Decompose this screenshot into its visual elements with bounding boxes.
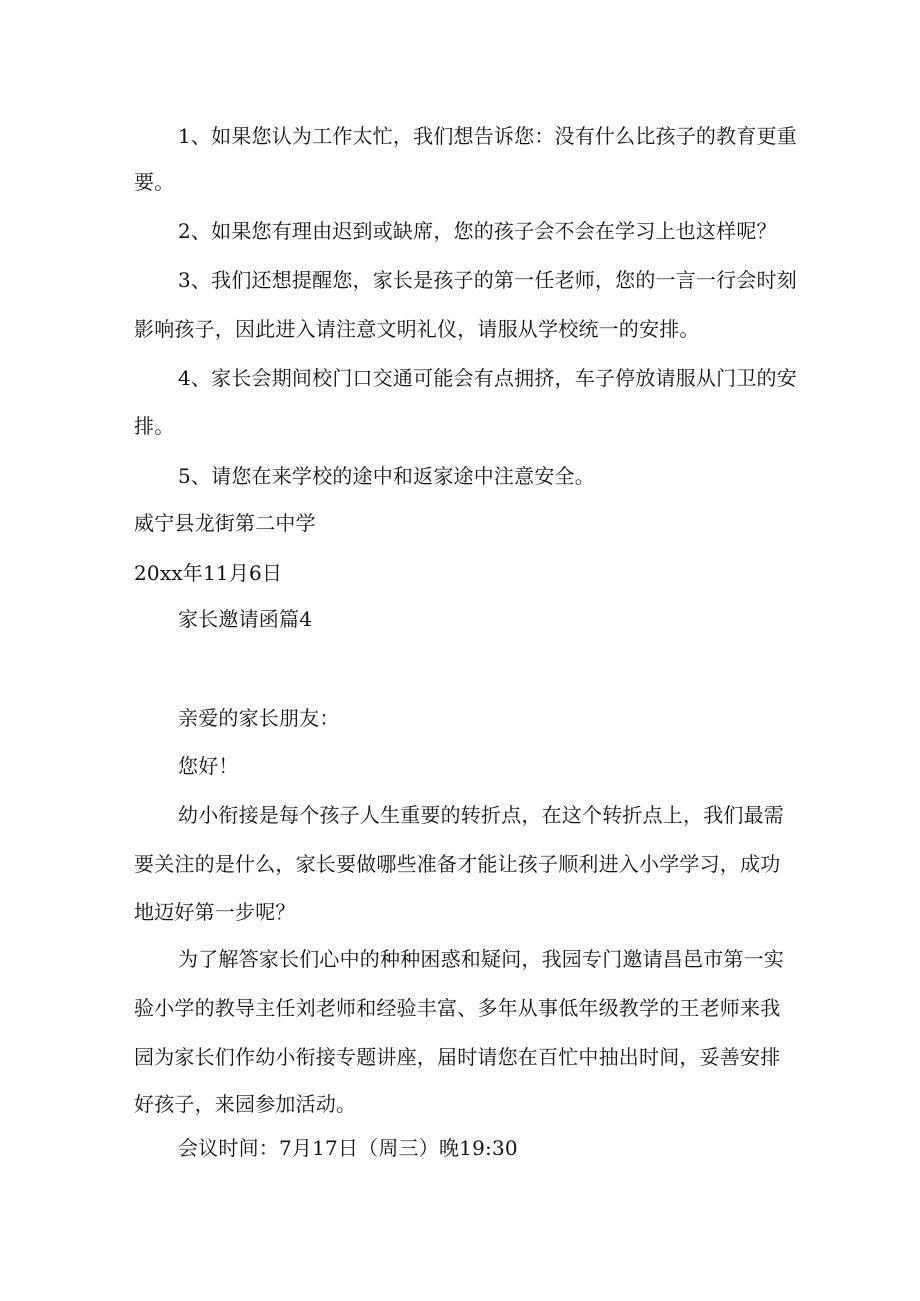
item-2: 2、如果您有理由迟到或缺席，您的孩子会不会在学习上也这样呢？	[178, 219, 777, 243]
para1-line-2: 要关注的是什么，家长要做哪些准备才能让孩子顺利进入小学学习，成功	[134, 852, 781, 876]
para2-line-3: 园为家长们作幼小衔接专题讲座，届时请您在百忙中抽出时间，妥善安排	[134, 1045, 781, 1069]
para2-line-1: 为了解答家长们心中的种种困惑和疑问，我园专门邀请昌邑市第一实	[178, 947, 784, 971]
item-4-line-2: 排。	[134, 414, 175, 438]
item-1-line-1: 1、如果您认为工作太忙，我们想告诉您：没有什么比孩子的教育更重	[178, 124, 797, 148]
meeting-time: 会议时间：7月17日（周三）晚19:30	[178, 1136, 518, 1160]
item-3-line-1: 3、我们还想提醒您，家长是孩子的第一任老师，您的一言一行会时刻	[178, 268, 797, 292]
item-3-line-2: 影响孩子，因此进入请注意文明礼仪，请服从学校统一的安排。	[134, 317, 700, 341]
section-title: 家长邀请函篇4	[178, 607, 313, 631]
signature-org: 威宁县龙街第二中学	[134, 511, 316, 535]
signature-date: 20xx年11月6日	[134, 561, 283, 585]
para2-line-4: 好孩子，来园参加活动。	[134, 1092, 357, 1116]
item-4-line-1: 4、家长会期间校门口交通可能会有点拥挤，车子停放请服从门卫的安	[178, 366, 797, 390]
para1-line-3: 地迈好第一步呢？	[134, 900, 296, 924]
item-5: 5、请您在来学校的途中和返家途中注意安全。	[178, 464, 595, 488]
item-1-line-2: 要。	[134, 170, 175, 194]
greeting: 您好！	[178, 754, 239, 778]
para1-line-1: 幼小衔接是每个孩子人生重要的转折点，在这个转折点上，我们最需	[178, 803, 784, 827]
para2-line-2: 验小学的教导主任刘老师和经验丰富、多年从事低年级教学的王老师来我	[134, 996, 781, 1020]
salutation: 亲爱的家长朋友：	[178, 706, 340, 730]
